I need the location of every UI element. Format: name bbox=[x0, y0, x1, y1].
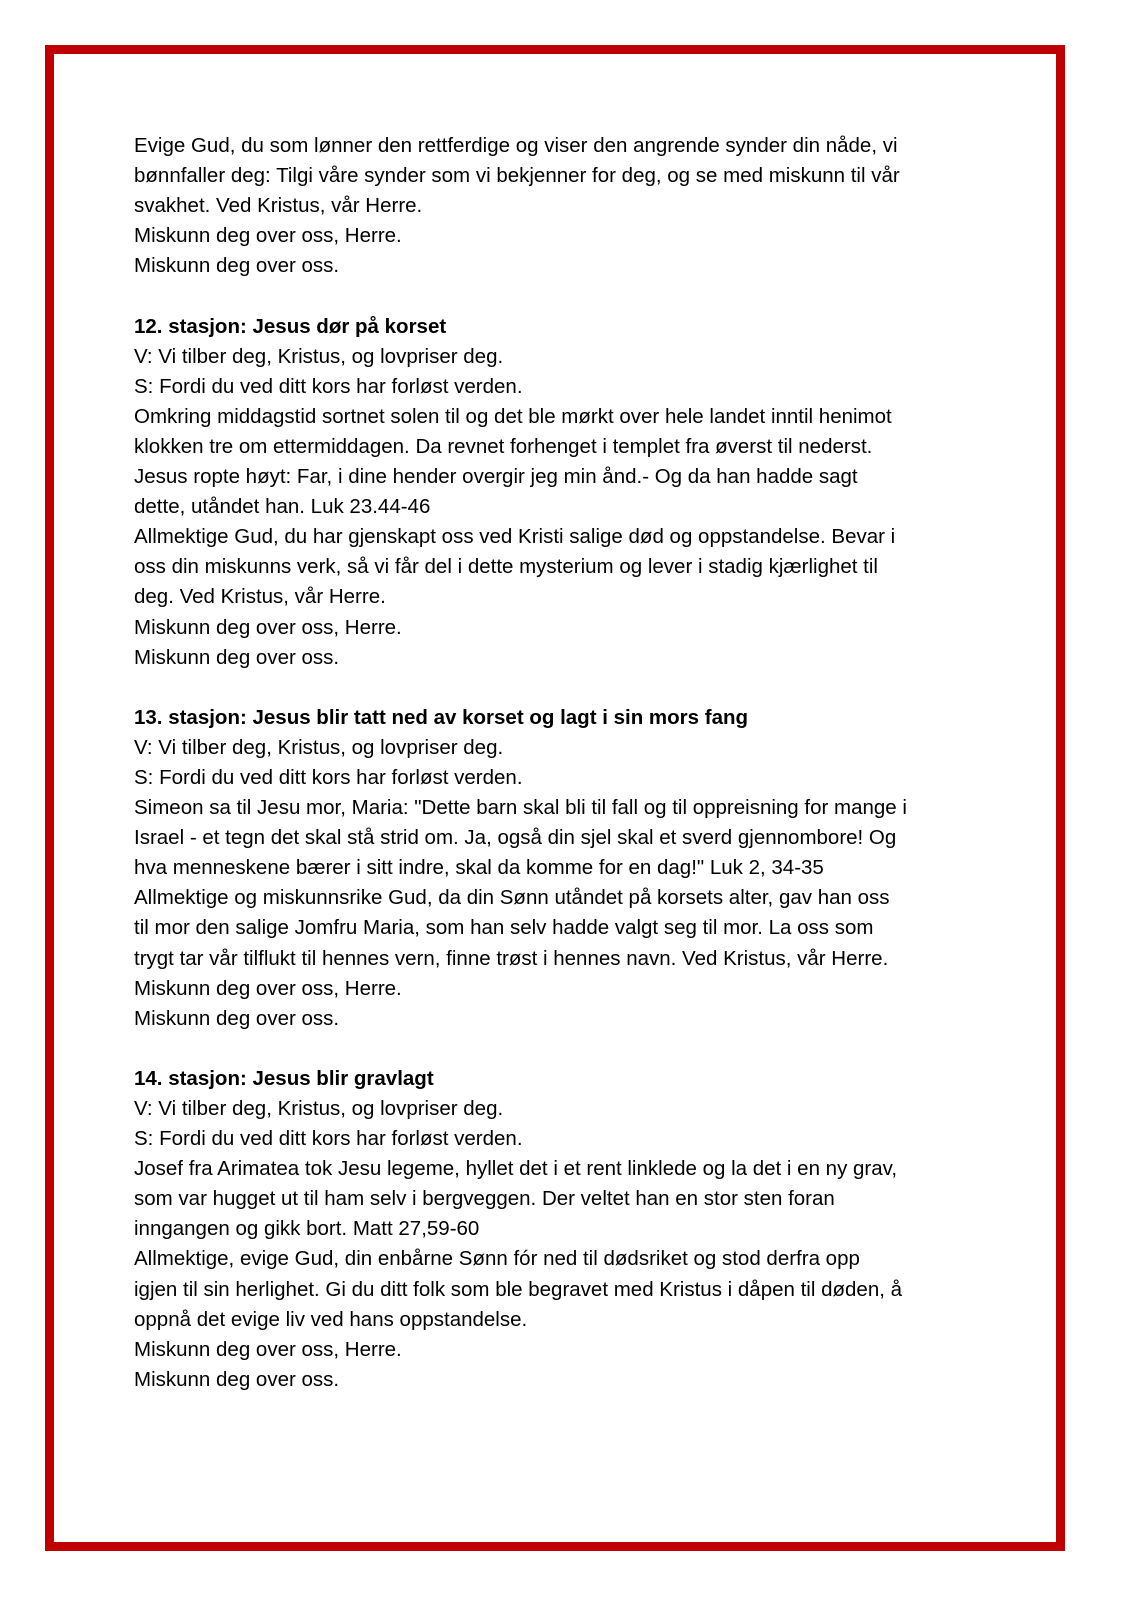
prayer-line: trygt tar vår tilflukt til hennes vern, finne trøst i hennes navn. Ved Kristus, vår Herre. bbox=[134, 946, 889, 970]
response-line: Miskunn deg over oss, Herre. bbox=[134, 976, 402, 1000]
versicle-line: V: Vi tilber deg, Kristus, og lovpriser deg. bbox=[134, 344, 504, 368]
response-line: Miskunn deg over oss. bbox=[134, 1006, 340, 1030]
reading-line: hva menneskene bærer i sitt indre, skal da komme for en dag!" Luk 2, 34-35 bbox=[134, 856, 824, 880]
prayer-line: oss din miskunns verk, så vi får del i dette mysterium og lever i stadig kjærlighet til bbox=[134, 555, 878, 579]
station-heading: 14. stasjon: Jesus blir gravlagt bbox=[134, 1066, 434, 1090]
document-body bbox=[134, 131, 1014, 1395]
response-line: Miskunn deg over oss, Herre. bbox=[134, 224, 402, 248]
prayer-line: Allmektige og miskunnsrike Gud, da din Sønn utåndet på korsets alter, gav han oss bbox=[134, 886, 890, 910]
station-heading: 12. stasjon: Jesus dør på korset bbox=[134, 314, 447, 338]
versicle-line: V: Vi tilber deg, Kristus, og lovpriser deg. bbox=[134, 735, 504, 759]
reading-line: Omkring middagstid sortnet solen til og det ble mørkt over hele landet inntil henimot bbox=[134, 404, 892, 428]
reading-line: Jesus ropte høyt: Far, i dine hender overgir jeg min ånd.- Og da han hadde sagt bbox=[134, 465, 858, 489]
reading-line: Israel - et tegn det skal stå strid om. Ja, også din sjel skal et sverd gjennombore! Og bbox=[134, 826, 897, 850]
prayer-line: bønnfaller deg: Tilgi våre synder som vi bekjenner for deg, og se med miskunn til vår bbox=[134, 164, 900, 188]
paragraph-gap bbox=[134, 1034, 1014, 1064]
prayer-line: Allmektige, evige Gud, din enbårne Sønn fór ned til dødsriket og stod derfra opp bbox=[134, 1247, 860, 1271]
response-line: S: Fordi du ved ditt kors har forløst verden. bbox=[134, 374, 523, 398]
station-12-section bbox=[134, 312, 1014, 673]
prayer-line: Allmektige Gud, du har gjenskapt oss ved Kristi salige død og oppstandelse. Bevar i bbox=[134, 525, 896, 549]
response-line: Miskunn deg over oss. bbox=[134, 1367, 340, 1391]
versicle-line: V: Vi tilber deg, Kristus, og lovpriser deg. bbox=[134, 1097, 504, 1120]
reading-line: som var hugget ut til ham selv i bergveggen. Der veltet han en stor sten foran bbox=[134, 1187, 835, 1211]
prayer-line: Evige Gud, du som lønner den rettferdige og viser den angrende synder din nåde, vi bbox=[134, 134, 898, 157]
prayer-line: svakhet. Ved Kristus, vår Herre. bbox=[134, 194, 423, 218]
station-heading: 13. stasjon: Jesus blir tatt ned av korset og lagt i sin mors fang bbox=[134, 705, 749, 729]
response-line: S: Fordi du ved ditt kors har forløst verden. bbox=[134, 1127, 523, 1151]
reading-line: klokken tre om ettermiddagen. Da revnet forhenget i templet fra øverst til nederst. bbox=[134, 434, 873, 458]
prayer-line: oppnå det evige liv ved hans oppstandelse. bbox=[134, 1307, 528, 1331]
response-line: S: Fordi du ved ditt kors har forløst verden. bbox=[134, 765, 523, 789]
station-13-section bbox=[134, 703, 1014, 1034]
prayer-line: til mor den salige Jomfru Maria, som han selv hadde valgt seg til mor. La oss som bbox=[134, 916, 874, 940]
reading-line: inngangen og gikk bort. Matt 27,59-60 bbox=[134, 1217, 480, 1241]
response-line: Miskunn deg over oss. bbox=[134, 645, 340, 669]
reading-line: Josef fra Arimatea tok Jesu legeme, hyllet det i et rent linklede og la det i en ny grav, bbox=[134, 1157, 898, 1181]
response-line: Miskunn deg over oss, Herre. bbox=[134, 615, 402, 639]
paragraph-gap bbox=[134, 673, 1014, 703]
response-line: Miskunn deg over oss, Herre. bbox=[134, 1337, 402, 1361]
response-line: Miskunn deg over oss. bbox=[134, 254, 340, 278]
paragraph-gap bbox=[134, 281, 1014, 311]
prayer-line: igjen til sin herlighet. Gi du ditt folk som ble begravet med Kristus i dåpen til døden, å bbox=[134, 1277, 903, 1301]
station-14-section bbox=[134, 1064, 1014, 1395]
reading-line: dette, utåndet han. Luk 23.44-46 bbox=[134, 495, 431, 519]
intro-section bbox=[134, 131, 1014, 281]
prayer-line: deg. Ved Kristus, vår Herre. bbox=[134, 585, 386, 609]
reading-line: Simeon sa til Jesu mor, Maria: "Dette barn skal bli til fall og til oppreisning for mange i bbox=[134, 796, 907, 820]
